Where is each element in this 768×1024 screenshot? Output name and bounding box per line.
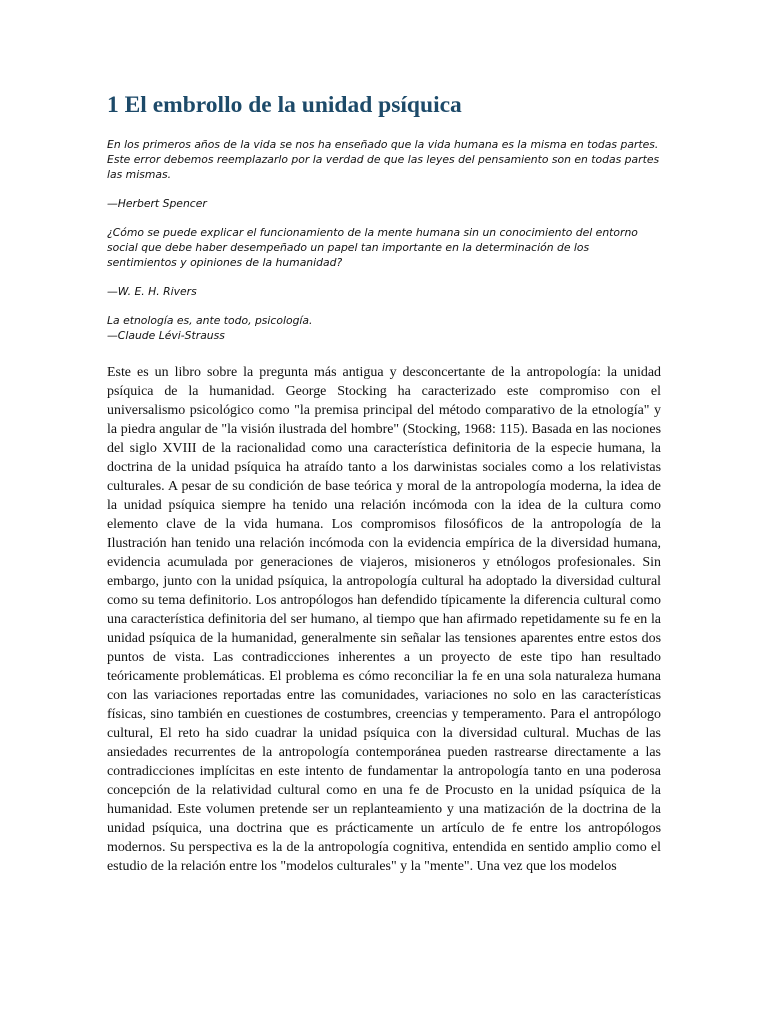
epigraph-quote-spencer: En los primeros años de la vida se nos ha enseñado que la vida humana es la misma en todas partes. Este error debemos reemplazarlo por la verdad de que las leyes del pensamiento son en todas partes las mismas. — [107, 138, 660, 181]
epigraph-attribution-spencer: —Herbert Spencer — [107, 197, 207, 210]
body-paragraph: Este es un libro sobre la pregunta más antigua y desconcertante de la antropología: la unidad psíquica de la humanidad. George Stocking ha caracterizado este compromiso con el universalismo psicológico como "la premisa principal del método comparativo de la etnología" y la piedra angular de "la visión ilustrada del hombre" (Stocking, 1968: 115). Basada en las nociones del siglo XVIII de la racionalidad como una característica definitoria de la especie humana, la doctrina de la unidad psíquica ha atraído tanto a los darwinistas sociales como a los relativistas culturales. A pesar de su condición de base teórica y moral de la antropología moderna, la idea de la unidad psíquica siempre ha tenido una relación incómoda con la idea de la cultura como elemento clave de la vida humana. Los compromisos filosóficos de la antropología de la Ilustración han tenido una relación incómoda con la evidencia empírica de la diversidad humana, evidencia acumulada por generaciones de viajeros, misioneros y etnólogos profesionales. Sin embargo, junto con la unidad psíquica, la antropología cultural ha adoptado la diversidad cultural como su tema definitorio. Los antropólogos han defendido típicamente la diferencia cultural como una característica definitoria del ser humano, al tiempo que han afirmado repetidamente su fe en la unidad psíquica de la humanidad, generalmente sin señalar las tensiones aparentes entre estos dos puntos de vista. Las contradicciones inherentes a un proyecto de este tipo han resultado teóricamente problemáticas. El problema es cómo reconciliar la fe en una sola naturaleza humana con las variaciones reportadas entre las comunidades, variaciones no solo en las características físicas, sino también en cuestiones de costumbres, creencias y temperamento. Para el antropólogo cultural, El reto ha sido cuadrar la unidad psíquica con la diversidad cultural. Muchas de las ansiedades recurrentes de la antropología contemporánea pueden rastrearse directamente a las contradicciones implícitas en este intento de fundamentar la antropología tanto en una poderosa concepción de la relatividad cultural como en una fe de Procusto en la unidad psíquica de la humanidad. Este volumen pretende ser un replanteamiento y una matización de la doctrina de la unidad psíquica, una doctrina que es prácticamente un artículo de fe entre los antropólogos modernos. Su perspectiva es la de la antropología cognitiva, entendida en sentido amplio como el estudio de la relación entre los "modelos culturales" y la "mente". Una vez que los modelos — [107, 365, 661, 874]
epigraph-quote-rivers: ¿Cómo se puede explicar el funcionamiento de la mente humana sin un conocimiento del entorno social que debe haber desempeñado un papel tan importante en la determinación de los sentimientos y opiniones de la humanidad? — [107, 226, 638, 269]
chapter-title: 1 El embrollo de la unidad psíquica — [107, 92, 462, 118]
epigraphs — [107, 137, 661, 343]
epigraph-attribution-levi-strauss: —Claude Lévi-Strauss — [107, 329, 225, 342]
document-page — [107, 88, 661, 876]
epigraph-quote-levi-strauss: La etnología es, ante todo, psicología. — [107, 314, 313, 327]
epigraph-attribution-rivers: —W. E. H. Rivers — [107, 285, 197, 298]
